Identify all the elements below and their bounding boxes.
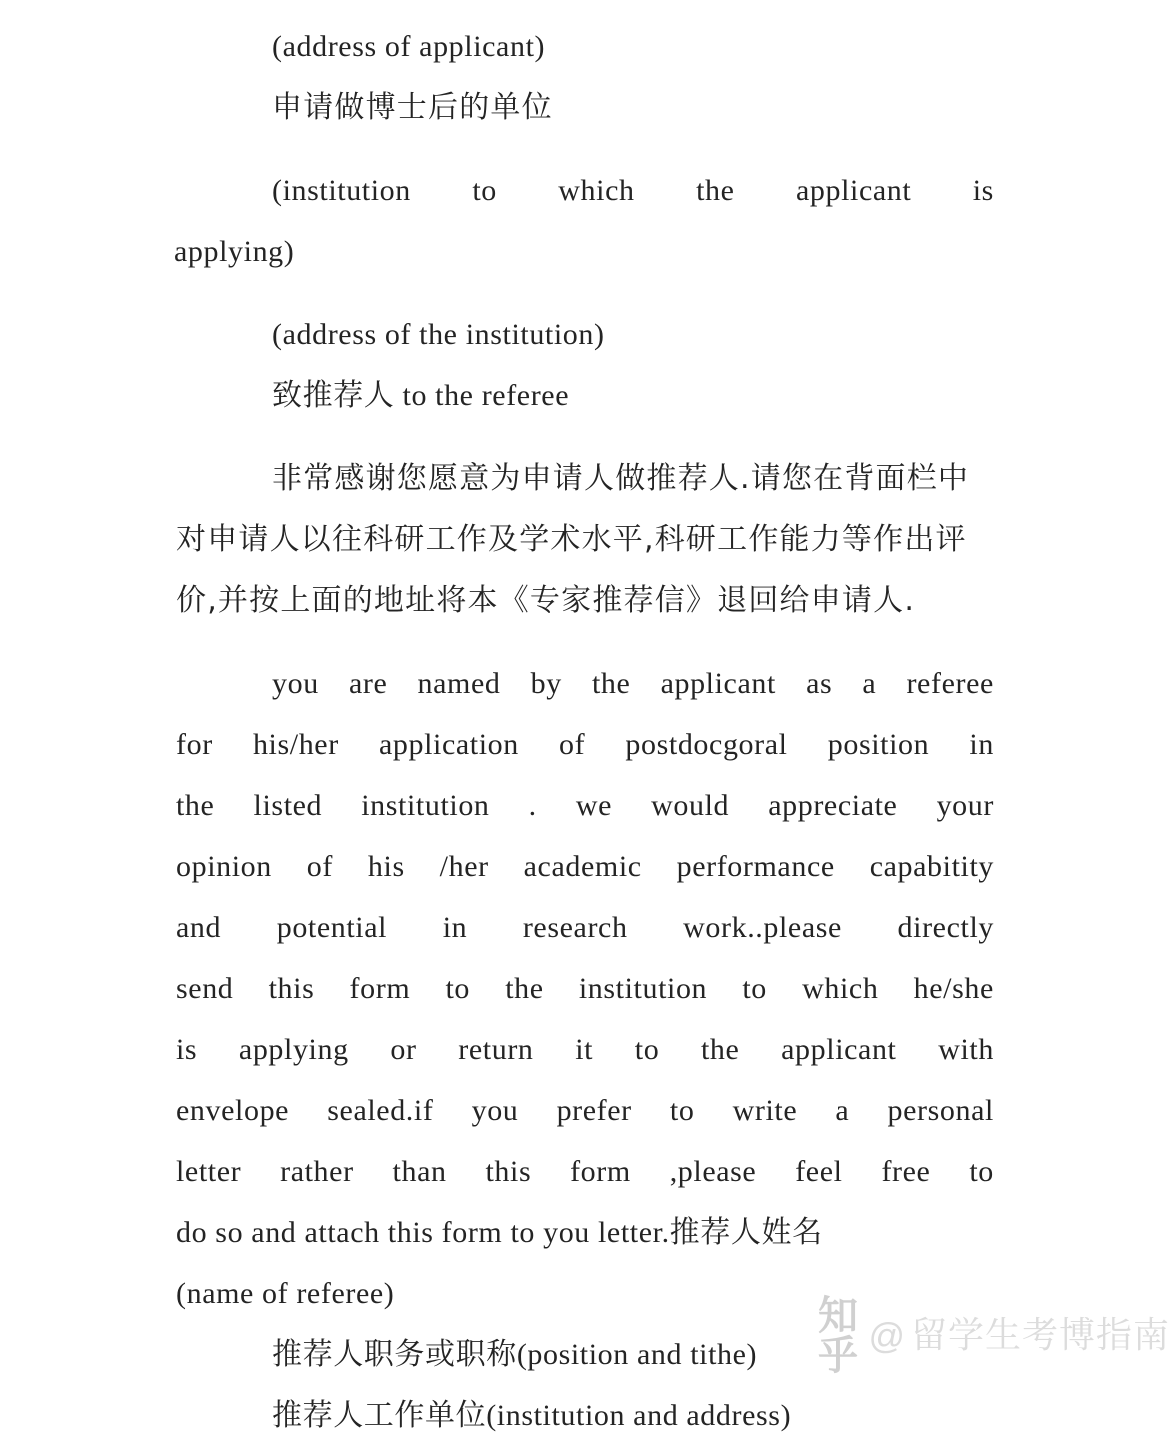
word: you: [471, 1094, 519, 1127]
paragraph-gap: [176, 631, 994, 653]
word: the: [505, 972, 544, 1005]
word: than: [392, 1155, 447, 1188]
to-referee-en: [394, 379, 402, 412]
word: of: [559, 728, 586, 761]
line-opinion-academic-performance: [176, 836, 994, 897]
line-envelope-sealed: [176, 1080, 994, 1141]
line-name-of-referee: (name of referee): [176, 1277, 395, 1310]
word: to: [669, 1094, 695, 1127]
word: application: [378, 728, 519, 761]
line-institution-to-which: [176, 160, 994, 221]
word: institution: [578, 972, 708, 1005]
word: a: [862, 667, 877, 700]
word: this: [485, 1155, 532, 1188]
word: applicant: [795, 174, 912, 207]
word: postdocgoral: [625, 728, 788, 761]
referee-name-cjk: 推荐人姓名: [669, 1215, 823, 1250]
word: or: [390, 1033, 417, 1066]
line-cjk-paragraph-2: 对申请人以往科研工作及学术水平,科研工作能力等作出评: [176, 522, 967, 557]
line-for-his-her-application: [176, 714, 994, 775]
line-cjk-paragraph-1: 非常感谢您愿意为申请人做推荐人.请您在背面栏中: [272, 461, 970, 496]
word: /her: [439, 850, 489, 883]
document-body: [176, 16, 994, 1446]
line-cjk-paragraph-3: 价,并按上面的地址将本《专家推荐信》退回给申请人.: [176, 583, 916, 618]
word: letter: [176, 1155, 242, 1188]
watermark-handle: 留学生考博指南: [910, 1315, 1170, 1356]
to-referee-en-text: to the referee: [402, 379, 570, 412]
line-address-of-institution: (address of the institution): [272, 318, 605, 351]
word: to: [445, 972, 471, 1005]
word: work..please: [683, 911, 842, 944]
to-referee-cjk: 致推荐人: [272, 378, 395, 413]
word: potential: [276, 911, 388, 944]
word: ,please: [669, 1155, 757, 1188]
referee-institution-cjk: 推荐人工作单位: [272, 1398, 487, 1433]
word: capabitity: [869, 850, 994, 883]
word: his: [367, 850, 405, 883]
word: directly: [897, 911, 994, 944]
word: your: [936, 789, 994, 822]
word: this: [268, 972, 315, 1005]
word: as: [806, 667, 833, 700]
word: is: [972, 174, 994, 207]
word: applicant: [781, 1033, 897, 1066]
line-referee-position-title: [176, 1324, 994, 1385]
word: the: [591, 667, 631, 700]
word: personal: [887, 1094, 994, 1127]
referee-position-cjk: 推荐人职务或职称: [272, 1337, 517, 1372]
word: position: [827, 728, 930, 761]
word: to: [472, 174, 497, 207]
word: a: [835, 1094, 850, 1127]
word: which: [558, 174, 635, 207]
word: send: [176, 972, 234, 1005]
word: research: [522, 911, 628, 944]
word: is: [176, 1033, 198, 1066]
word: the: [696, 174, 735, 207]
word: by: [530, 667, 562, 700]
word: we: [575, 789, 613, 822]
word: prefer: [556, 1094, 632, 1127]
word: with: [938, 1033, 994, 1066]
word: applicant: [660, 667, 776, 700]
line-the-listed-institution: [176, 775, 994, 836]
word: for: [176, 728, 213, 761]
word: sealed.if: [327, 1094, 434, 1127]
attach-form-latin: do so and attach this form to you letter.: [176, 1216, 670, 1249]
word: form: [349, 972, 411, 1005]
line-address-of-applicant: (address of applicant): [272, 30, 546, 63]
word: are: [348, 667, 388, 700]
word: in: [442, 911, 468, 944]
word: to: [634, 1033, 660, 1066]
line-referee-institution-address: [176, 1385, 994, 1446]
word: the: [701, 1033, 740, 1066]
word: institution: [361, 789, 490, 822]
referee-institution-en: (institution and address): [486, 1399, 792, 1432]
word: return: [458, 1033, 534, 1066]
word: the: [176, 789, 215, 822]
word: write: [732, 1094, 798, 1127]
word: to: [969, 1155, 994, 1188]
line-is-applying-or-return: [176, 1019, 994, 1080]
word: named: [417, 667, 501, 700]
line-you-are-named: [176, 653, 994, 714]
line-cjk-institution-label: 申请做博士后的单位: [272, 90, 553, 125]
line-to-the-referee: [176, 365, 994, 426]
word: to: [742, 972, 767, 1005]
word: of: [306, 850, 333, 883]
line-and-potential-research-work: [176, 897, 994, 958]
word: listed: [253, 789, 323, 822]
paragraph-gap: [176, 426, 994, 448]
word: referee: [906, 667, 994, 700]
word: .: [528, 789, 537, 822]
word: performance: [676, 850, 835, 883]
line-applying: applying): [174, 235, 295, 268]
zhihu-logo-icon: 知乎: [818, 1293, 856, 1379]
word: rather: [280, 1155, 354, 1188]
word: and: [176, 911, 222, 944]
line-send-this-form: [176, 958, 994, 1019]
word: feel: [795, 1155, 843, 1188]
line-do-so-and-attach: [176, 1202, 994, 1263]
word: which: [802, 972, 879, 1005]
word: his/her: [252, 728, 339, 761]
word: (institution: [272, 174, 411, 207]
paragraph-gap: [176, 282, 994, 304]
word: applying: [238, 1033, 349, 1066]
word: form: [570, 1155, 631, 1188]
referee-position-en: (position and tithe): [516, 1338, 758, 1371]
word: it: [575, 1033, 594, 1066]
word: free: [881, 1155, 931, 1188]
paragraph-gap: [176, 138, 994, 160]
word: you: [272, 667, 319, 700]
word: academic: [523, 850, 642, 883]
word: opinion: [176, 850, 272, 883]
word: he/she: [913, 972, 994, 1005]
word: appreciate: [768, 789, 898, 822]
line-letter-rather-than-form: [176, 1141, 994, 1202]
word: would: [651, 789, 730, 822]
word: in: [969, 728, 994, 761]
at-sign-icon: @: [868, 1315, 905, 1356]
word: envelope: [176, 1094, 290, 1127]
